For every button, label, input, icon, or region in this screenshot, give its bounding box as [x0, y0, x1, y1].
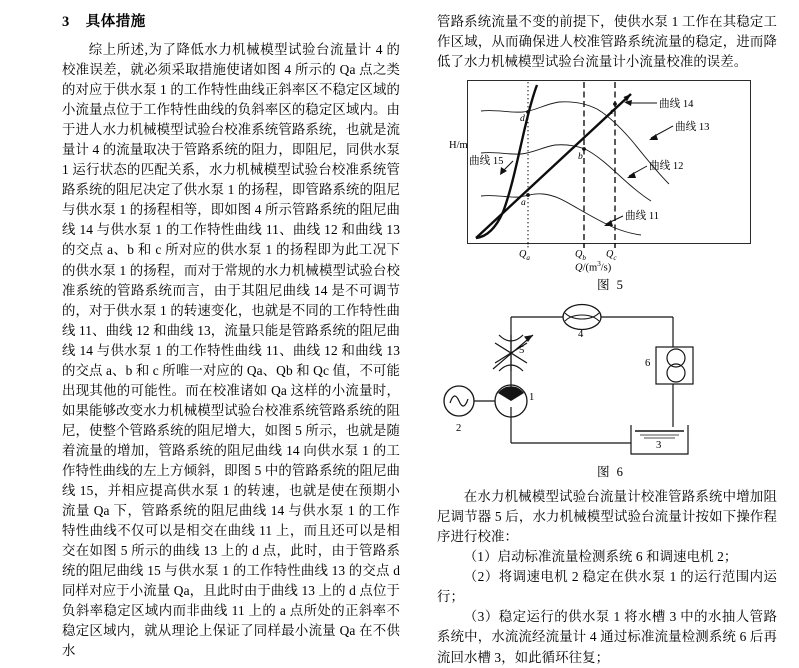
curve-13-path	[481, 102, 669, 184]
point-d-marker	[526, 110, 530, 114]
figure-5-y-axis-label: H/m	[449, 140, 468, 152]
point-a-marker	[526, 193, 530, 197]
figure-6-caption-label: 图	[597, 465, 611, 480]
figure-5-tick-label-qa: $Q_a$	[519, 249, 530, 263]
flowmeter-inner-arc-top	[565, 313, 599, 319]
section-heading	[62, 10, 400, 31]
curve-11-path	[481, 194, 641, 235]
figure-6-label-damper-5: 5	[519, 345, 525, 357]
figure-5-label-curve-13: 曲线 13	[675, 122, 710, 134]
figure-5-label-curve-14: 曲线 14	[659, 99, 694, 111]
figure-5-point-label-d: d	[520, 113, 525, 125]
figure-5-x-axis-label: $Q/(m^3/s)$	[575, 260, 612, 274]
figure-5-point-label-a: a	[521, 197, 526, 209]
figure-5-caption-label: 图	[597, 278, 611, 293]
figure-6-label-flowmeter-4: 4	[578, 329, 584, 341]
figure-5-caption-number: 5	[616, 278, 624, 293]
figure-6-caption-number: 6	[616, 465, 624, 480]
left-column	[62, 0, 400, 661]
right-intro-paragraph: 管路系统流量不变的前提下，使供水泵 1 工作在其稳定工作区域，从而确保进人校准管路系统流量的稳定，进而降低了水力机械模型试验台流量计小流量校准的误差。	[437, 14, 777, 70]
flowmeter-inner-arc-bottom	[565, 315, 599, 321]
figure-6-label-standard-system-6: 6	[645, 358, 651, 370]
right-step-1: （1）启动标准流量检测系统 6 和调速电机 2；	[463, 549, 738, 565]
figure-5-label-curve-11: 曲线 11	[625, 211, 660, 223]
section-title: 具体措施	[85, 14, 146, 30]
figure-5-label-curve-12: 曲线 12	[649, 161, 684, 173]
figure-6-diagram-svg	[443, 295, 773, 465]
section-number: 3	[62, 14, 70, 30]
flowmeter-symbol	[563, 305, 601, 330]
figure-5-point-label-c: c	[610, 106, 615, 118]
right-column	[437, 0, 777, 668]
motor-sine-glyph	[450, 396, 468, 406]
right-after-figures-paragraph: 在水力机械模型试验台流量计校准管路系统中增加阻尼调节器 5 后，水力机械模型试验台流量计按如下操作程序进行校准：	[437, 489, 777, 545]
figure-6-label-motor-2: 2	[456, 423, 462, 435]
right-step-2: （2）将调速电机 2 稳定在供水泵 1 的运行范围内运行；	[437, 569, 777, 605]
left-body-paragraph: 综上所述,为了降低水力机械模型试验台流量计 4 的校准误差，就必须采取措施使诸如图 4 所示的 Qa 点之类的对应于供水泵 1 的工作特性曲线正斜率区不稳定区域的小流量点位于工作特性曲线的负斜率区的稳定区域内。由于进人水力机械模型试验台校准系统管路系统，也就是流量计 4 的流量取决于管路系统的阻力，即阻尼，同供水泵 1 运行状态的匹配关系，水力机械模型试验台校准系统管路系统的阻尼决定了供水泵 1 的扬程，即管路系统的阻尼与供水泵 1 的扬程相等，即如图 4 所示管路系统的阻尼曲线 14 与供水泵 1 的工作特性曲线 11、曲线 12 和曲线 13 的交点 a、b 和 c 所对应的供水泵 1 的扬程即为此工况下的供水泵 1 的扬程，而对于常规的水力机械模型试验台校准系统的管路系统而言，由于其阻尼曲线 14 是不可调节的，对于供水泵 1 的转速变化，也就是不同的工作特性曲线 11、曲线 12 和曲线 13，流量只能是管路系统的阻尼曲线 14 与供水泵 1 的工作特性曲线 11、曲线 12 和曲线 13 的交点 a、b 和 c 所唯一对应的 Qa、Qb 和 Qc 值，不可能出现其他的可能性。而在校准诸如 Qa 这样的小流量时，如果能够改变水力机械模型试验台校准系统管路系统的阻尼，使整个管路系统的阻尼增大，如图 5 所示，也就是随着流量的增加，管路系统的阻尼曲线 14 向供水泵 1 的工作特性曲线的左上方倾斜，即图 5 中的管路系统的阻尼曲线 15，并相应提高供水泵 1 的转速，也就是使在预期小流量 Qa 下，管路系统的阻尼曲线 14 与供水泵 1 的工作特性曲线不仅可以是相交在曲线 11 上，而且还可以是相交在如图 5 所示的曲线 13 上的 d 点，此时，由于管路系统的阻尼曲线 15 与供水泵 1 的工作特性曲线 13 的交点 d 同样对应于小流量 Qa，且此时由于曲线 13 上的 d 点位于负斜率稳定区域内而非曲线 11 上的 a 点所处的正斜率不稳定区域内，就从理论上保证了同样最小流量 Qa 在不供水	[62, 42, 400, 659]
figure-5	[451, 78, 769, 274]
figure-5-point-label-b: b	[578, 151, 583, 163]
figure-6-label-tank-3: 3	[656, 440, 662, 452]
figure-6	[443, 295, 773, 465]
standard-system-box	[656, 347, 693, 384]
figure-5-tick-label-qc: $Q_c$	[606, 249, 617, 263]
figure-6-label-pump-1: 1	[529, 392, 535, 404]
right-step-3: （3）稳定运行的供水泵 1 将水槽 3 中的水抽人管路系统中，水流流经流量计 4 通过标准流量检测系统 6 后再流回水槽 3，如此循环往复；	[437, 609, 777, 665]
figure-5-label-curve-15: 曲线 15	[469, 156, 504, 168]
figure-5-tick-label-qb: $Q_b$	[575, 249, 586, 263]
figure-5-caption	[437, 274, 777, 293]
